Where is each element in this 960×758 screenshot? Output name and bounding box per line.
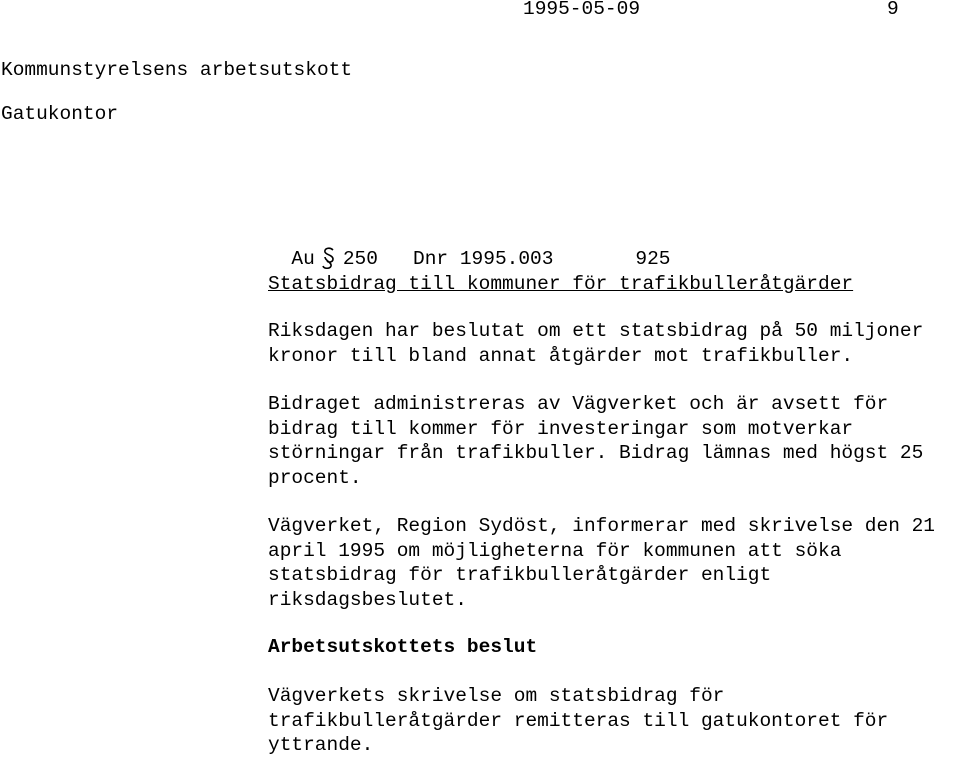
reference-line [268,223,671,271]
section-sign-icon [319,247,339,269]
decision-text: Vägverkets skrivelse om statsbidrag för trafikbulleråtgärder remitteras till gatukontoret för yttrande. [268,685,889,756]
paragraph-information: Vägverket, Region Sydöst, informerar med skrivelse den 21 april 1995 om möjligheterna för kommunen att söka statsbidrag för trafikbulleråtgärder enligt riksdagsbeslutet. [268,515,936,611]
dnr-label: Dnr 1995.003 [413,248,554,270]
reference-prefix: Au [291,248,315,270]
page-number: 9 [887,0,899,20]
committee-name: Kommunstyrelsens arbetsutskott [1,59,353,81]
document-date: 1995-05-09 [523,0,641,20]
paragraph-administration: Bidraget administreras av Vägverket och är avsett för bidrag till kommer för investeringar som motverkar störningar från trafikbuller. Bidrag lämnas med högst 25 procent. [268,393,924,489]
office-name: Gatukontor [1,103,119,125]
section-number: 250 [342,248,378,270]
paragraph-funding: Riksdagen har beslutat om ett statsbidrag på 50 miljoner kronor till bland annat åtgärder mot trafikbuller. [268,320,924,367]
document-title: Statsbidrag till kommuner för trafikbulleråtgärder [268,273,854,295]
decision-heading: Arbetsutskottets beslut [268,636,538,658]
dnr-number: 925 [635,248,671,270]
